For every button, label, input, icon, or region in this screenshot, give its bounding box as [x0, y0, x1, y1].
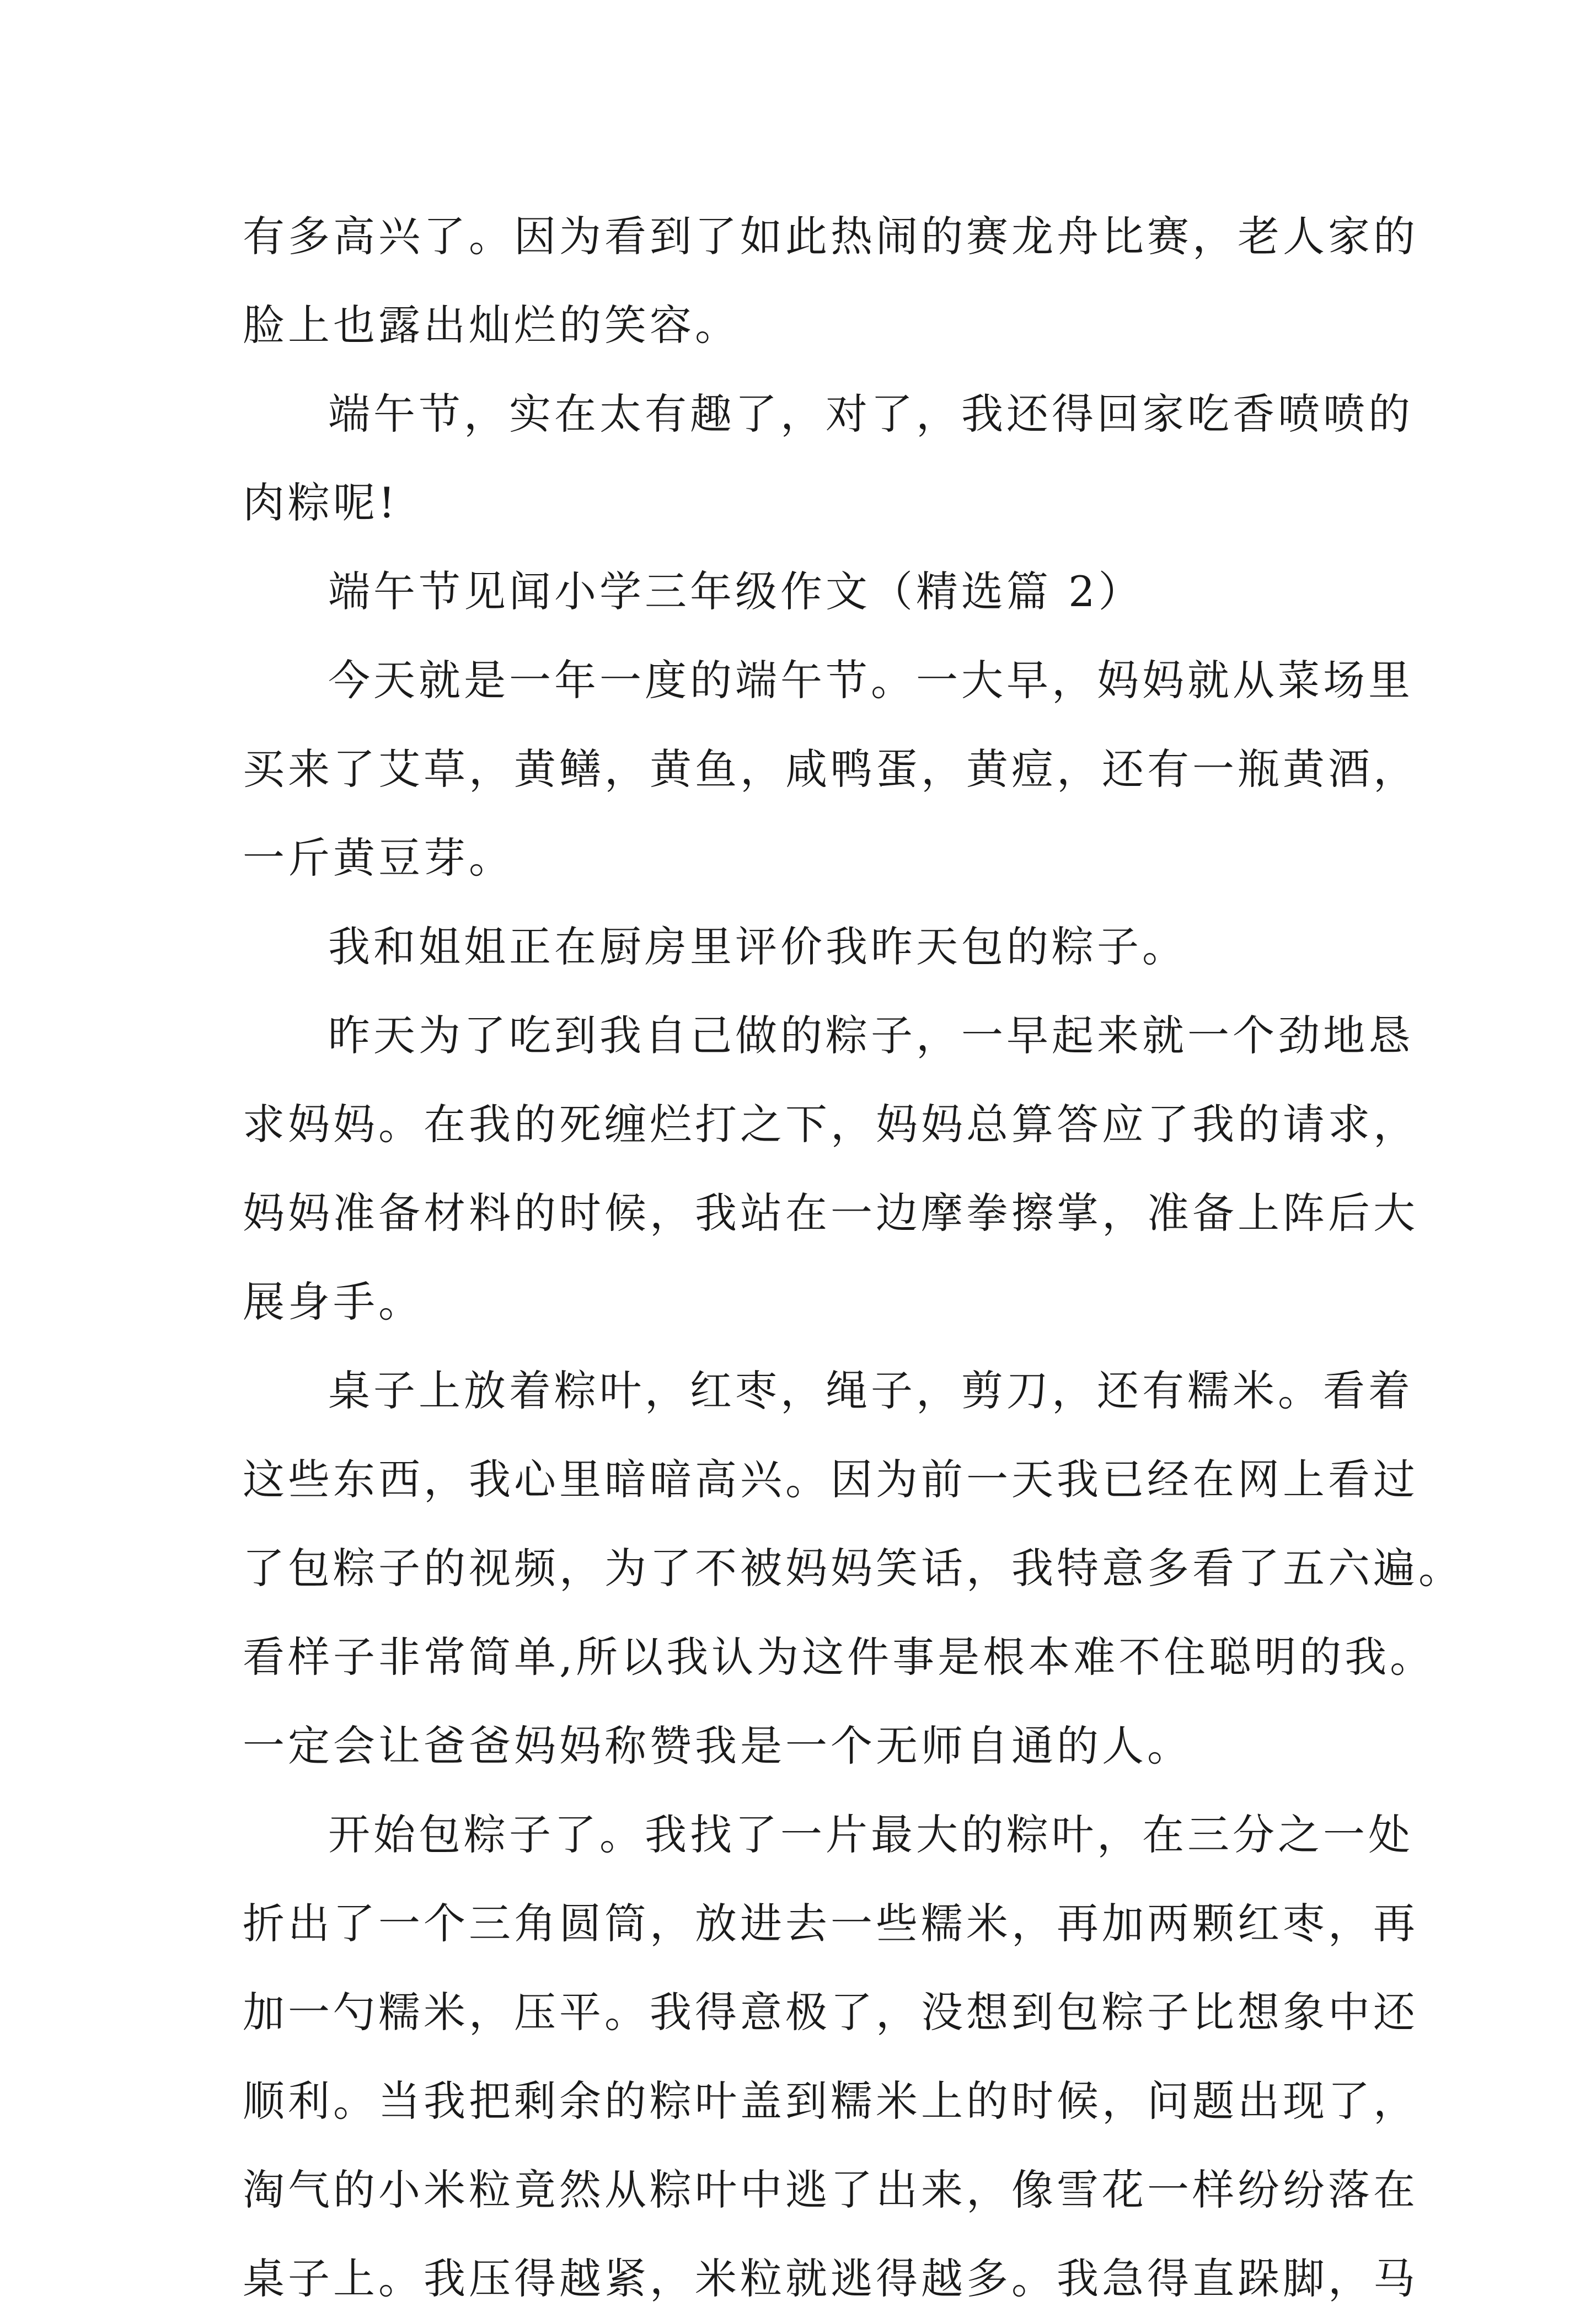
text-line: 求妈妈。在我的死缠烂打之下，妈妈总算答应了我的请求，: [243, 1100, 1418, 1149]
text-line: 加一勺糯米，压平。我得意极了，没想到包粽子比想象中还: [243, 1988, 1418, 2037]
text-line: 昨天为了吃到我自己做的粽子，一早起来就一个劲地恳: [328, 1011, 1413, 1060]
text-line: 这些东西，我心里暗暗高兴。因为前一天我已经在网上看过: [243, 1455, 1418, 1504]
text-line: 开始包粽子了。我找了一片最大的粽叶，在三分之一处: [328, 1810, 1413, 1859]
text-line: 一斤黄豆芽。: [243, 833, 514, 882]
text-line: 一定会让爸爸妈妈称赞我是一个无师自通的人。: [243, 1721, 1192, 1770]
text-line: 妈妈准备材料的时候，我站在一边摩拳擦掌，准备上阵后大: [243, 1189, 1418, 1238]
text-line: 买来了艾草，黄鳝，黄鱼，咸鸭蛋，黄痘，还有一瓶黄酒，: [243, 745, 1418, 794]
text-line: 今天就是一年一度的端午节。一大早，妈妈就从菜场里: [328, 656, 1413, 705]
text-line: 端午节见闻小学三年级作文（精选篇 2）: [328, 567, 1144, 616]
document-body: [243, 192, 1464, 2323]
text-line: 桌子上。我压得越紧，米粒就逃得越多。我急得直跺脚，马: [243, 2254, 1418, 2303]
text-line: 淘气的小米粒竟然从粽叶中逃了出来，像雪花一样纷纷落在: [243, 2165, 1418, 2214]
text-line: 折出了一个三角圆筒，放进去一些糯米，再加两颗红枣，再: [243, 1899, 1418, 1948]
text-line: 看样子非常简单,所以我认为这件事是根本难不住聪明的我。: [243, 1632, 1436, 1682]
text-line: 展身手。: [243, 1277, 424, 1326]
text-line: 脸上也露出灿烂的笑容。: [243, 301, 740, 350]
text-line: 端午节，实在太有趣了，对了，我还得回家吃香喷喷的: [328, 389, 1413, 438]
text-line: 我和姐姐正在厨房里评价我昨天包的粽子。: [328, 922, 1187, 971]
text-line: 了包粽子的视频，为了不被妈妈笑话，我特意多看了五六遍。: [243, 1544, 1464, 1593]
text-line: 桌子上放着粽叶，红枣，绳子，剪刀，还有糯米。看着: [328, 1366, 1413, 1415]
text-line: 有多高兴了。因为看到了如此热闹的赛龙舟比赛，老人家的: [243, 212, 1418, 261]
text-line: 顺利。当我把剩余的粽叶盖到糯米上的时候，问题出现了，: [243, 2076, 1418, 2126]
text-line: 肉粽呢!: [243, 478, 399, 527]
